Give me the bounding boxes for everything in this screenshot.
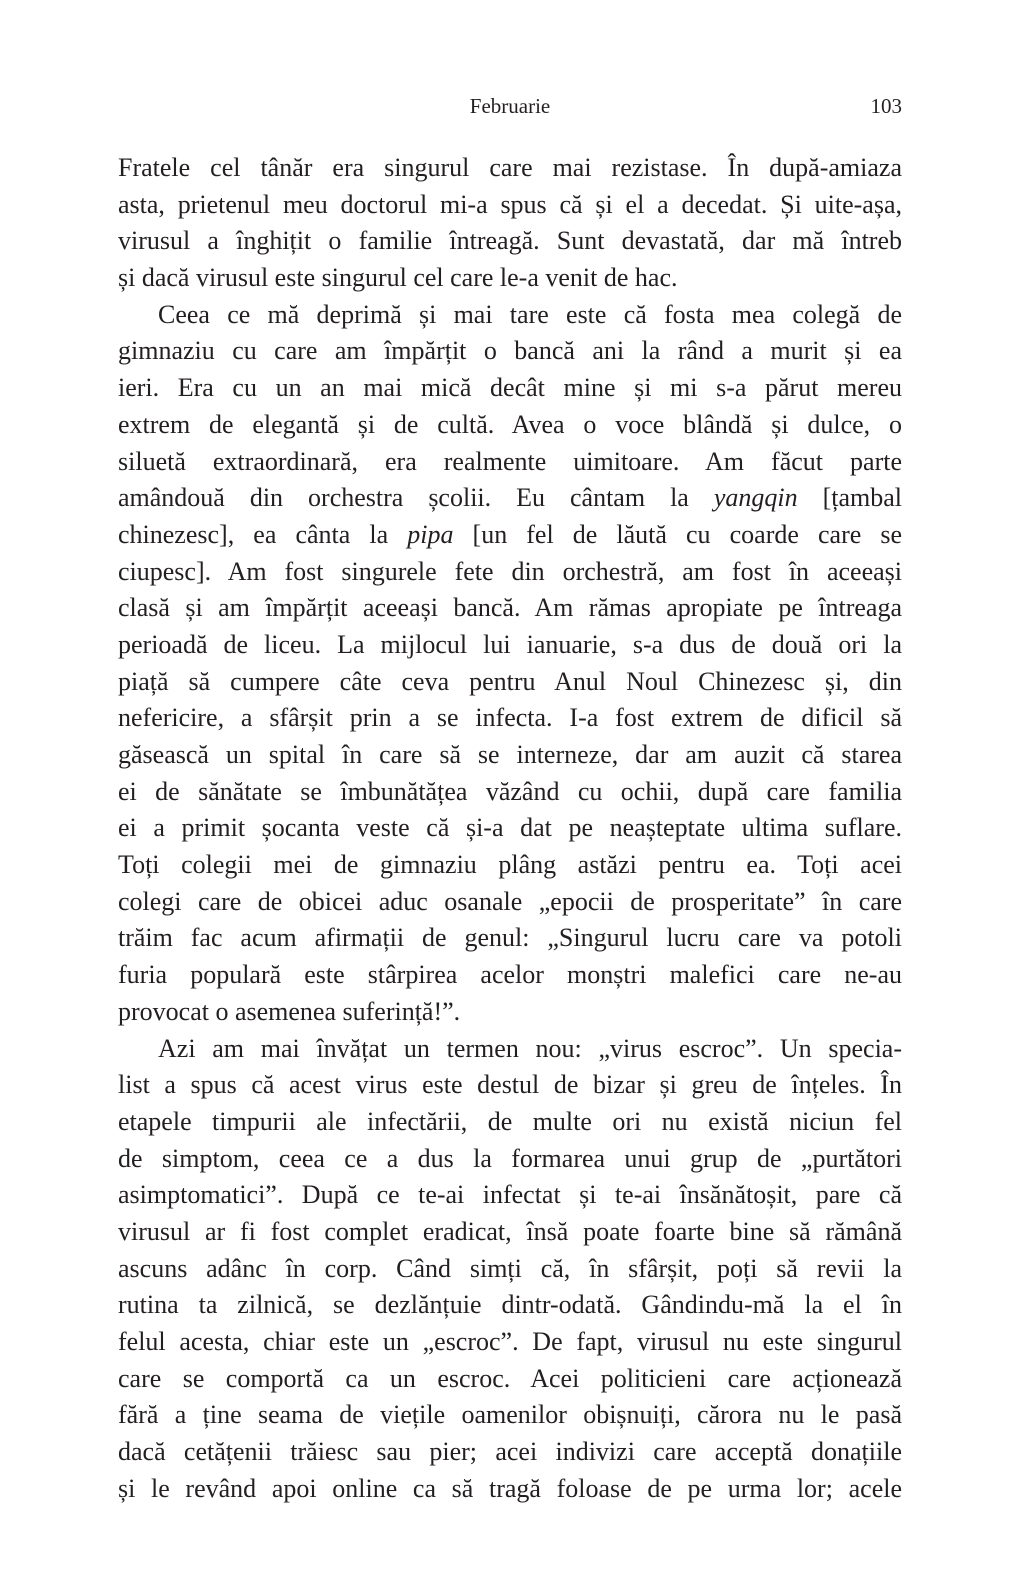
text-line: virusul a înghițit o familie întreagă. Sunt devastată, dar mă întreb [118,226,902,256]
text-line: Ceea ce mă deprimă și mai tare este că fosta mea colegă de [158,299,902,329]
page-number: 103 [870,94,902,118]
text-line: furia populară este stârpirea acelor monștri malefici care ne-au [118,960,902,990]
text-line: siluetă extraordinară, era realmente uimitoare. Am făcut parte [118,446,902,476]
text-line: extrem de elegantă și de cultă. Avea o voce blândă și dulce, o [118,409,902,439]
paragraph [118,297,902,1031]
text-line: nefericire, a sfârșit prin a se infecta. I-a fost extrem de dificil să [118,703,902,733]
text-line: gimnaziu cu care am împărțit o bancă ani la rând a murit și ea [118,336,902,366]
text-line [118,480,902,517]
text-line: ei de sănătate se îmbunătățea văzând cu ochii, după care familia [118,776,902,806]
text-line: fără a ține seama de viețile oamenilor obișnuiți, cărora nu le pasă [118,1400,902,1430]
text-line: ciupesc]. Am fost singurele fete din orchestră, am fost în aceeași [118,556,902,586]
text-segment: [țambal [797,483,902,513]
italic-term: pipa [407,519,454,549]
text-line: trăim fac acum afirmații de genul: „Singurul lucru care va potoli [118,923,902,953]
text-line: asta, prietenul meu doctorul mi-a spus că și el a decedat. Și uite-așa, [118,189,902,219]
text-line: list a spus că acest virus este destul de bizar și greu de înțeles. În [118,1070,902,1100]
text-line: colegi care de obicei aduc osanale „epocii de prosperitate” în care [118,886,902,916]
text-line: care se comportă ca un escroc. Acei politicieni care acționează [118,1363,902,1393]
text-line: felul acesta, chiar este un „escroc”. De fapt, virusul nu este singurul [118,1327,902,1356]
text-line: rutina ta zilnică, se dezlănțuie dintr-odată. Gândindu-mă la el în [118,1290,902,1320]
text-line: clasă și am împărțit aceeași bancă. Am rămas apropiate pe întreaga [118,593,902,623]
text-line: Toți colegii mei de gimnaziu plâng astăzi pentru ea. Toți acei [118,850,902,880]
text-line: ei a primit șocanta veste că și-a dat pe neașteptate ultima suflare. [118,813,902,843]
paragraph [118,1031,902,1508]
text-line: piață să cumpere câte ceva pentru Anul Noul Chinezesc și, din [118,666,902,696]
text-line: virusul ar fi fost complet eradicat, însă poate foarte bine să rămână [118,1216,902,1246]
text-line: asimptomatici”. După ce te-ai infectat și te-ai însănătoșit, pare că [118,1180,902,1210]
text-line: Fratele cel tânăr era singurul care mai rezistase. În după-amiaza [118,153,902,182]
text-line: dacă cetățenii trăiesc sau pier; acei indivizi care acceptă donațiile [118,1437,902,1467]
text-line: de simptom, ceea ce a dus la formarea unui grup de „purtători [118,1143,902,1173]
text-segment: chinezesc], ea cânta la [118,519,408,549]
text-line [118,517,902,554]
text-segment: amândouă din orchestra școlii. Eu cântam la [118,483,714,513]
text-line: provocat o asemenea suferință!”. [118,996,461,1026]
text-line: ieri. Era cu un an mai mică decât mine și mi s-a părut mereu [118,373,902,403]
text-line: ascuns adânc în corp. Când simți că, în sfârșit, poți să revii la [118,1253,902,1283]
italic-term: yangqin [713,483,798,513]
paragraph [118,150,902,297]
body-text [118,150,902,1507]
text-line: găsească un spital în care să se interneze, dar am auzit că starea [118,740,902,769]
text-line: etapele timpurii ale infectării, de multe ori nu există niciun fel [118,1106,902,1136]
text-line: perioadă de liceu. La mijlocul lui ianuarie, s-a dus de două ori la [118,629,902,659]
text-line: și dacă virusul este singurul cel care le-a venit de hac. [118,263,678,293]
text-segment: [un fel de lăută cu coarde care se [453,519,903,549]
text-line: Azi am mai învățat un termen nou: „virus escroc”. Un specia- [158,1033,902,1063]
page-header [118,94,902,124]
running-title: Februarie [469,94,551,118]
text-line: și le revând apoi online ca să tragă foloase de pe urma lor; acele [118,1473,902,1503]
